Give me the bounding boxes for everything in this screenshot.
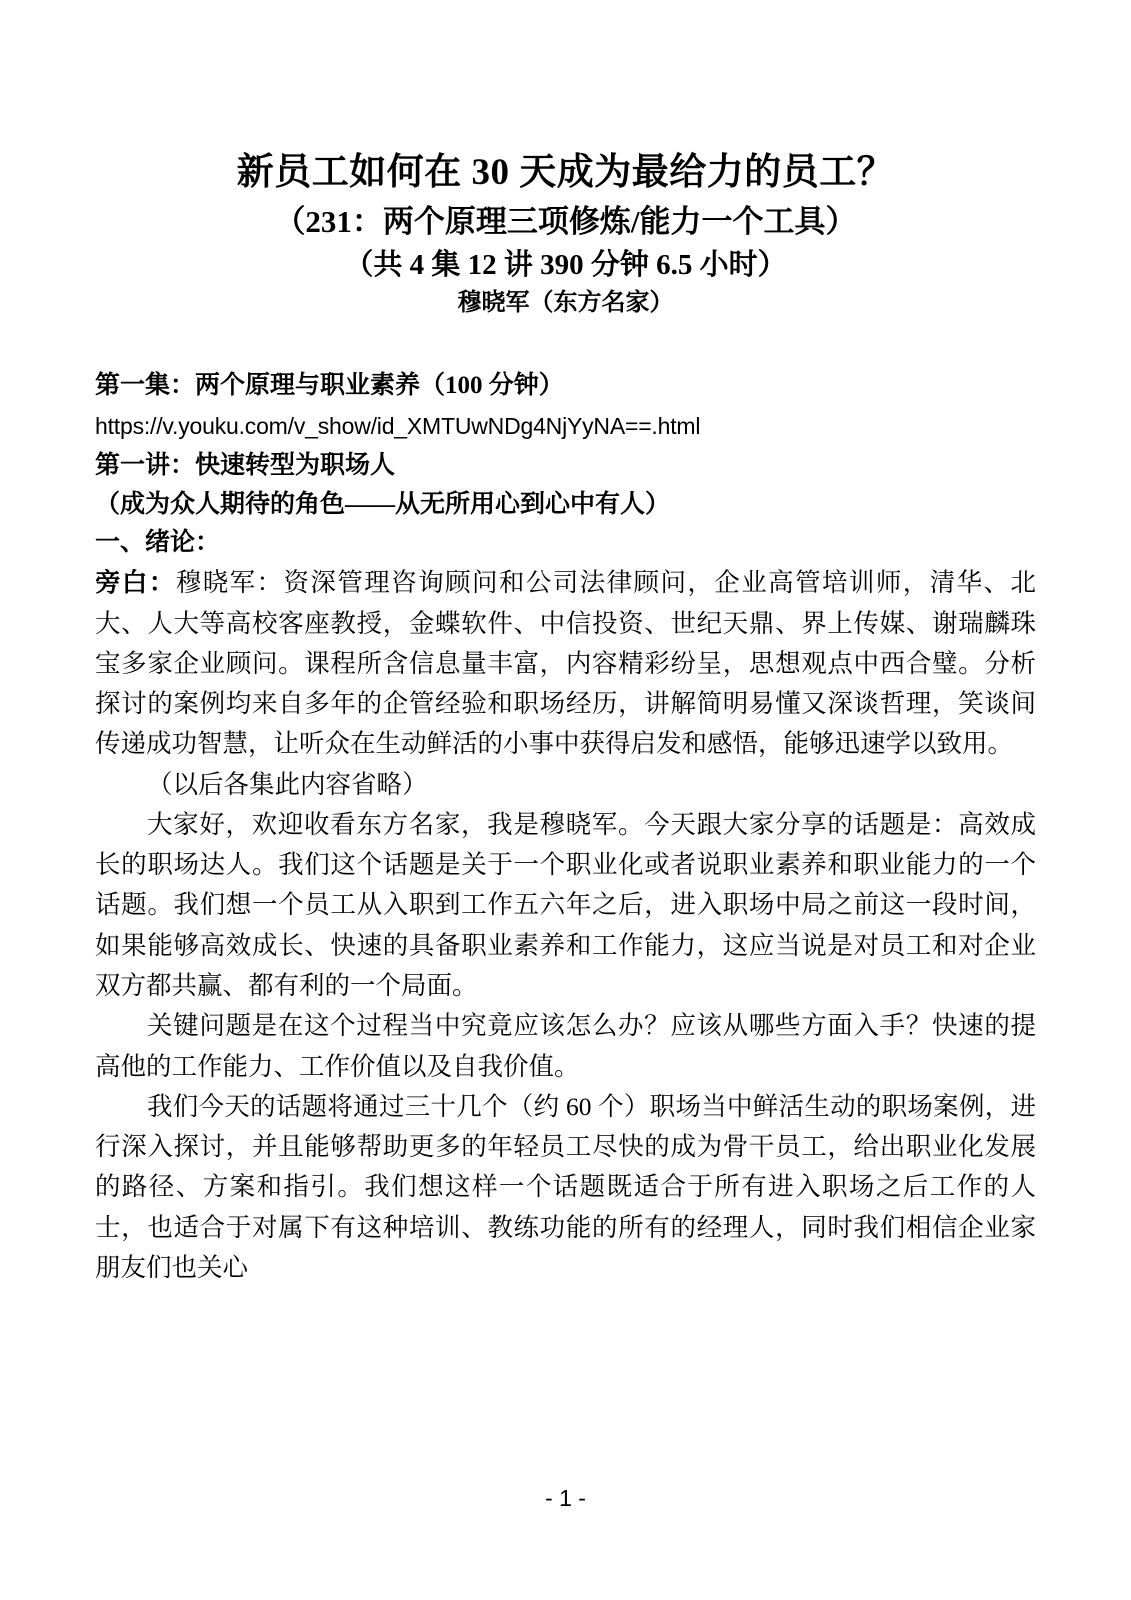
page-title: 新员工如何在 30 天成为最给力的员工？ <box>236 152 895 193</box>
document-body <box>95 367 1036 1288</box>
narration-label: 旁白： <box>95 568 176 598</box>
page-number: - 1 - <box>545 1485 586 1511</box>
episode-heading: 第一集：两个原理与职业素养（100 分钟） <box>95 372 564 400</box>
narration-paragraph <box>95 563 1036 764</box>
document-subtitle: （231：两个原理三项修炼/能力一个工具） <box>274 204 857 240</box>
lecture-heading: 第一讲：快速转型为职场人 <box>95 451 396 479</box>
video-url[interactable]: https://v.youku.com/v_show/id_XMTUwNDg4NjYyNA==.html <box>95 413 701 440</box>
narration-note: （以后各集此内容省略） <box>147 769 428 799</box>
document-subtitle-duration: （共 4 集 12 讲 390 分钟 6.5 小时） <box>344 248 787 281</box>
document-author: 穆晓军（东方名家） <box>457 290 674 317</box>
body-paragraph-3: 我们今天的话题将通过三十几个（约 60 个）职场当中鲜活生动的职场案例，进行深入探讨，并且能够帮助更多的年轻员工尽快的成为骨干员工，给出职业化发展的路径、方案和指引。我们想这样一个话题既适合于所有进入职场之后工作的人士，也适合于对属下有这种培训、教练功能的所有的经理人，同时我们相信企业家朋友们也关心 <box>95 1091 1036 1282</box>
body-paragraph-1: 大家好，欢迎收看东方名家，我是穆晓军。今天跟大家分享的话题是：高效成长的职场达人。我们这个话题是关于一个职业化或者说职业素养和职业能力的一个话题。我们想一个员工从入职到工作五六年之后，进入职场中局之前这一段时间，如果能够高效成长、快速的具备职业素养和工作能力，这应当说是对员工和对企业双方都共赢、都有利的一个局面。 <box>95 809 1036 1001</box>
body-paragraph-2: 关键问题是在这个过程当中究竟应该怎么办？应该从哪些方面入手？快速的提高他的工作能力、工作价值以及自我价值。 <box>95 1011 1036 1081</box>
title-block <box>95 150 1036 319</box>
narration-body: 穆晓军：资深管理咨询顾问和公司法律顾问，企业高管培训师，清华、北大、人大等高校客座教授，金蝶软件、中信投资、世纪天鼎、界上传媒、谢瑞麟珠宝多家企业顾问。课程所含信息量丰富，内容精彩纷呈，思想观点中西合璧。分析探讨的案例均来自多年的企管经验和职场经历，讲解简明易懂又深谈哲理，笑谈间传递成功智慧，让听众在生动鲜活的小事中获得启发和感悟，能够迅速学以致用。 <box>95 568 1036 759</box>
outline-heading: 一、绪论： <box>95 529 221 557</box>
lecture-subheading: （成为众人期待的角色——从无所用心到心中有人） <box>95 490 671 518</box>
